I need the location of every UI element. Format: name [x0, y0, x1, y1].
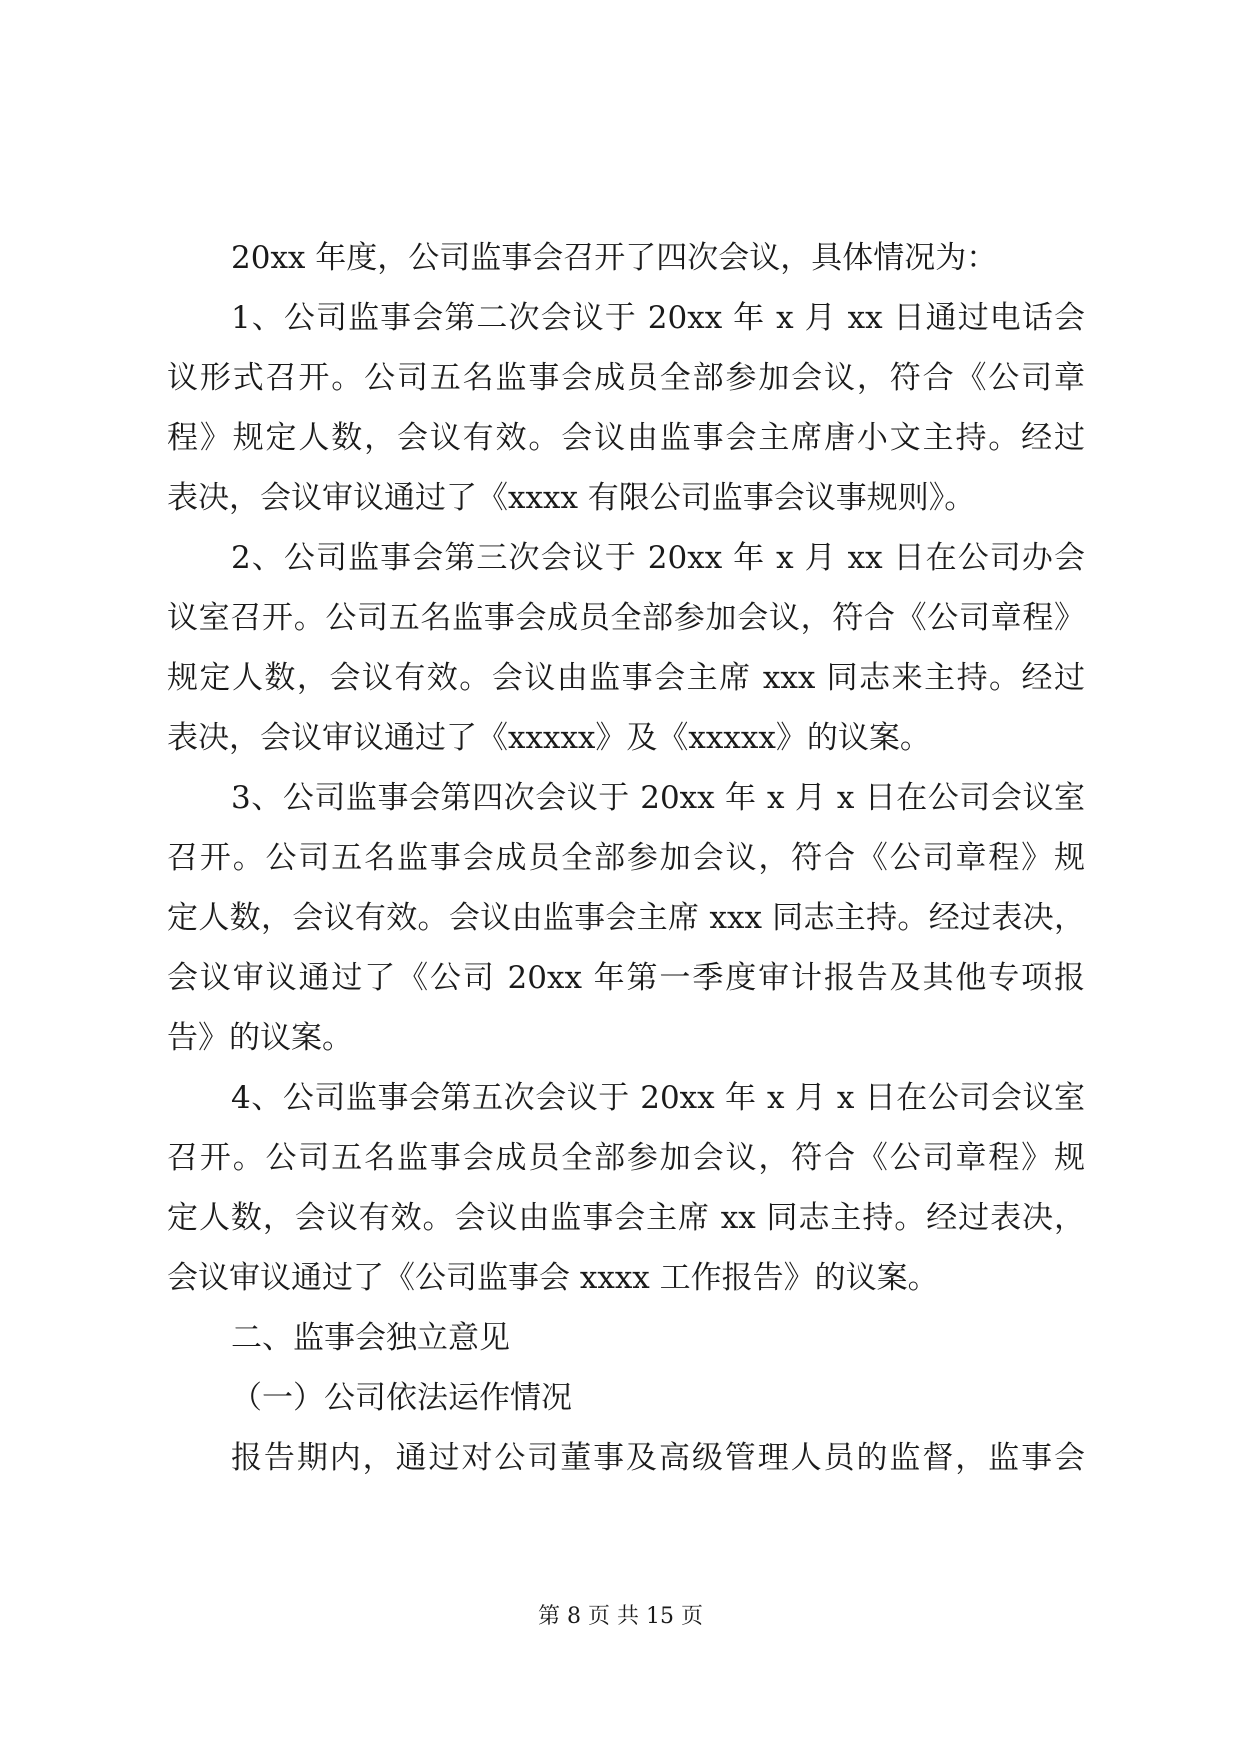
text-line: 报告期内，通过对公司董事及高级管理人员的监督，监事会 [231, 1440, 1085, 1476]
text-line: 表决，会议审议通过了《xxxxx》及《xxxxx》的议案。 [167, 720, 931, 756]
subsection-heading: （一）公司依法运作情况 [231, 1380, 572, 1416]
text-line: 4、公司监事会第五次会议于 20xx 年 x 月 x 日在公司会议室 [231, 1080, 1085, 1116]
text-line: 定人数，会议有效。会议由监事会主席 xx 同志主持。经过表决， [167, 1200, 1085, 1236]
body-text [167, 228, 1085, 1488]
text-line: 2、公司监事会第三次会议于 20xx 年 x 月 xx 日在公司办会 [231, 540, 1085, 576]
text-line: 议室召开。公司五名监事会成员全部参加会议，符合《公司章程》 [167, 600, 1085, 636]
text-line: 3、公司监事会第四次会议于 20xx 年 x 月 x 日在公司会议室 [231, 780, 1085, 816]
text-line: 表决，会议审议通过了《xxxx 有限公司监事会议事规则》。 [167, 480, 976, 516]
text-line: 1、公司监事会第二次会议于 20xx 年 x 月 xx 日通过电话会 [231, 300, 1085, 336]
page-number-footer: 第 8 页 共 15 页 [538, 1604, 703, 1629]
text-line: 召开。公司五名监事会成员全部参加会议，符合《公司章程》规 [167, 1140, 1085, 1176]
text-line: 告》的议案。 [167, 1020, 353, 1056]
text-line: 议形式召开。公司五名监事会成员全部参加会议，符合《公司章 [167, 360, 1085, 396]
text-line: 召开。公司五名监事会成员全部参加会议，符合《公司章程》规 [167, 840, 1085, 876]
text-line: 程》规定人数，会议有效。会议由监事会主席唐小文主持。经过 [167, 420, 1085, 456]
text-line: 会议审议通过了《公司 20xx 年第一季度审计报告及其他专项报 [167, 960, 1085, 996]
text-line: 20xx 年度，公司监事会召开了四次会议，具体情况为： [231, 240, 998, 276]
text-line: 会议审议通过了《公司监事会 xxxx 工作报告》的议案。 [167, 1260, 939, 1296]
text-line: 规定人数，会议有效。会议由监事会主席 xxx 同志来主持。经过 [167, 660, 1085, 696]
text-line: 定人数，会议有效。会议由监事会主席 xxx 同志主持。经过表决， [167, 900, 1085, 936]
section-heading: 二、监事会独立意见 [231, 1320, 510, 1356]
